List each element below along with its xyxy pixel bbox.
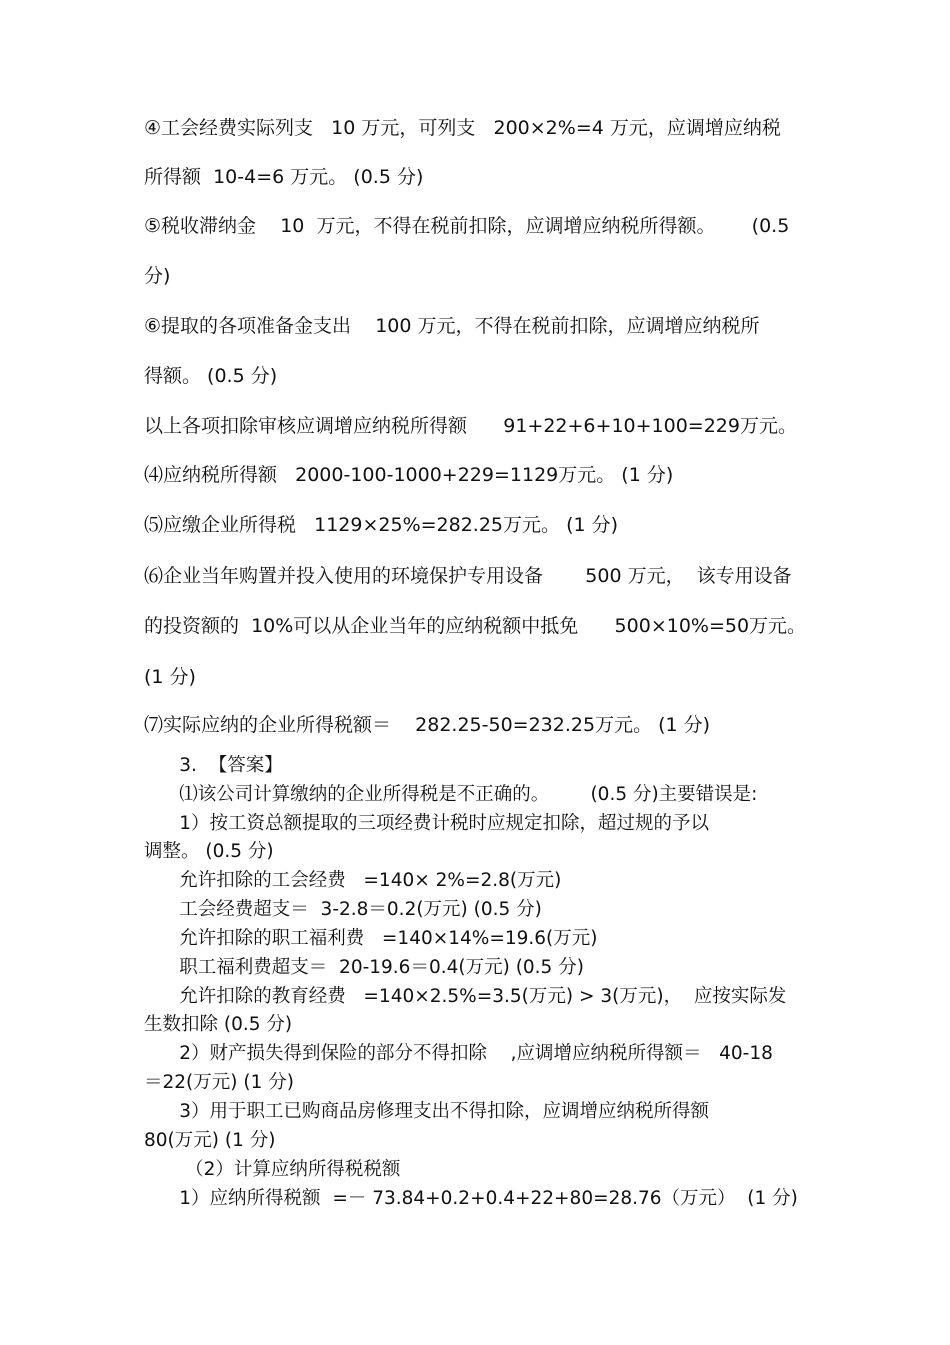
text-line: ＝22(万元) (1 分) bbox=[144, 1072, 294, 1093]
text-line: 允许扣除的职工福利费 =140×14%=19.6(万元) bbox=[144, 928, 598, 949]
text-line: 允许扣除的教育经费 =140×2.5%=3.5(万元) > 3(万元)， 应按实际发 bbox=[144, 986, 787, 1007]
text-line: ⑴该公司计算缴纳的企业所得税是不正确的。 (0.5 分)主要错误是: bbox=[144, 784, 758, 805]
text-line: ⑤税收滞纳金 10 万元，不得在税前扣除，应调增应纳税所得额。 (0.5 bbox=[144, 215, 790, 237]
text-line: 允许扣除的工会经费 =140× 2%=2.8(万元) bbox=[144, 870, 562, 891]
text-line: 调整。 (0.5 分) bbox=[144, 841, 274, 862]
text-line: ⑥提取的各项准备金支出 100 万元，不得在税前扣除，应调增应纳税所 bbox=[144, 315, 760, 337]
text-line: 得额。 (0.5 分) bbox=[144, 365, 278, 387]
text-line: 的投资额的 10%可以从企业当年的应纳税额中抵免 500×10%=50万元。 bbox=[144, 615, 807, 637]
text-line: (1 分) bbox=[144, 666, 196, 688]
text-line: ⑷应纳税所得额 2000-100-1000+229=1129万元。 (1 分) bbox=[144, 464, 674, 486]
text-line: 生数扣除 (0.5 分) bbox=[144, 1014, 293, 1035]
text-line: 工会经费超支＝ 3-2.8＝0.2(万元) (0.5 分) bbox=[144, 899, 542, 920]
text-line: 80(万元) (1 分) bbox=[144, 1130, 276, 1151]
text-line: 1）应纳所得税额 =－ 73.84+0.2+0.4+22+80=28.76（万元） (1 分) bbox=[144, 1188, 798, 1209]
text-line: 1）按工资总额提取的三项经费计税时应规定扣除，超过规的予以 bbox=[144, 813, 710, 834]
text-line: 3）用于职工已购商品房修理支出不得扣除，应调增应纳税所得额 bbox=[144, 1101, 710, 1122]
text-line: ④工会经费实际列支 10 万元，可列支 200×2%=4 万元，应调增应纳税 bbox=[144, 117, 781, 139]
text-line: 2）财产损失得到保险的部分不得扣除 ,应调增应纳税所得额＝ 40-18 bbox=[144, 1043, 773, 1064]
text-line: 分) bbox=[144, 265, 171, 287]
text-line: ⑺实际应纳的企业所得税额＝ 282.25-50=232.25万元。 (1 分) bbox=[144, 714, 711, 736]
text-line: （2）计算应纳所得税税额 bbox=[144, 1159, 401, 1180]
text-line: 职工福利费超支＝ 20-19.6＝0.4(万元) (0.5 分) bbox=[144, 957, 584, 978]
text-line: 所得额 10-4=6 万元。 (0.5 分) bbox=[144, 166, 424, 188]
text-line: 以上各项扣除审核应调增应纳税所得额 91+22+6+10+100=229万元。 bbox=[144, 415, 797, 437]
text-line: ⑸应缴企业所得税 1129×25%=282.25万元。 (1 分) bbox=[144, 514, 619, 536]
section-heading: 3. 【答案】 bbox=[144, 755, 283, 776]
text-line: ⑹企业当年购置并投入使用的环境保护专用设备 500 万元， 该专用设备 bbox=[144, 565, 792, 587]
